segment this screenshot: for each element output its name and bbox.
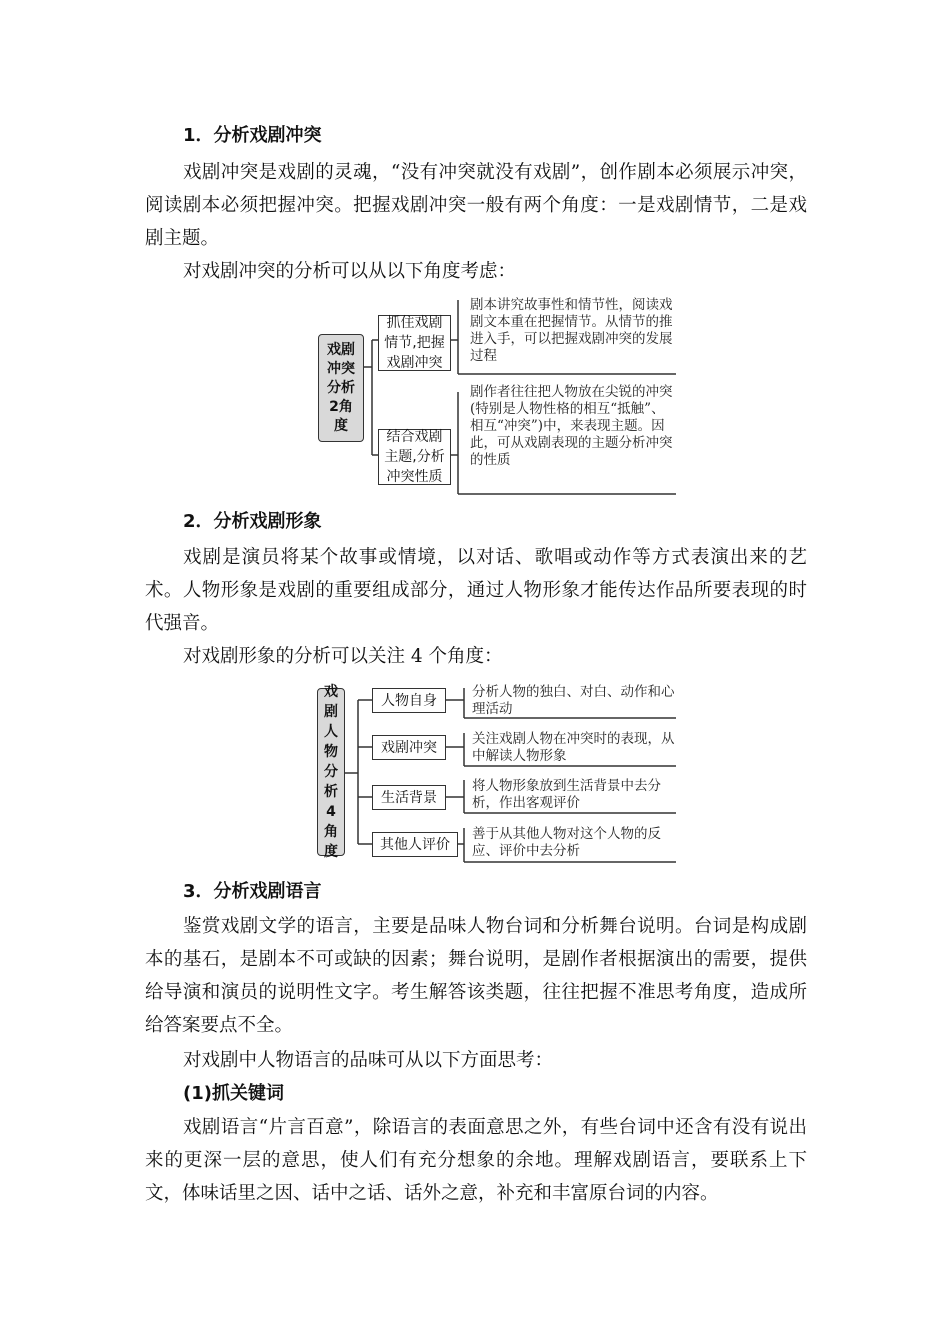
character-branch-others-text: 善于从其他人物对这个人物的反应、评价中去分析: [472, 826, 661, 859]
character-branch-conflict: 戏剧冲突: [372, 735, 446, 760]
conflict-branch-plot: 抓住戏剧情节,把握戏剧冲突: [378, 315, 451, 371]
section3-paragraph: 鉴赏戏剧文学的语言，主要是品味人物台词和分析舞台说明。台词是构成剧本的基石，是剧本不可或缺的因素；舞台说明，是剧作者根据演出的需要，提供给导演和演员的说明性文字。考生解答该类题，往往把握不准思考角度，造成所给答案要点不全。: [145, 916, 807, 1036]
character-branch-conflict-text: 关注戏剧人物在冲突时的表现，从中解读人物形象: [472, 731, 675, 764]
section1-heading: 1．分析戏剧冲突: [183, 125, 322, 146]
section3-sub1-heading: (1)抓关键词: [183, 1083, 284, 1104]
section2-intro: 对戏剧形象的分析可以关注 4 个角度：: [183, 646, 503, 667]
conflict-diagram: [300, 292, 690, 500]
character-diagram: [300, 680, 690, 866]
section3-sub1-paragraph: 戏剧语言“片言百意”，除语言的表面意思之外，有些台词中还含有没有说出来的更深一层的意思，使人们有充分想象的余地。理解戏剧语言，要联系上下文，体味话里之因、话中之话、话外之意，补充和丰富原台词的内容。: [145, 1117, 807, 1204]
character-root-box: 戏剧人物分析4角度: [317, 688, 345, 856]
character-branch-background-text: 将人物形象放到生活背景中去分析，作出客观评价: [472, 778, 661, 811]
section3-intro: 对戏剧中人物语言的品味可从以下方面思考：: [183, 1050, 554, 1071]
conflict-branch-plot-text: 剧本讲究故事性和情节性，阅读戏剧文本重在把握情节。从情节的推进入手，可以把握戏剧冲突的发展过程: [470, 297, 673, 364]
conflict-root-box: 戏剧冲突分析2角度: [318, 334, 364, 442]
section3-heading: 3．分析戏剧语言: [183, 881, 322, 902]
character-branch-background: 生活背景: [372, 785, 446, 810]
conflict-branch-theme-text: 剧作者往往把人物放在尖锐的冲突(特别是人物性格的相互“抵触”、相互“冲突”)中，来表现主题。因此，可从戏剧表现的主题分析冲突的性质: [470, 384, 673, 468]
conflict-branch-theme: 结合戏剧主题,分析冲突性质: [378, 429, 451, 485]
section2-heading: 2．分析戏剧形象: [183, 511, 322, 532]
section1-paragraph: 戏剧冲突是戏剧的灵魂，“没有冲突就没有戏剧”，创作剧本必须展示冲突，阅读剧本必须把握冲突。把握戏剧冲突一般有两个角度：一是戏剧情节，二是戏剧主题。: [145, 162, 807, 249]
section2-paragraph: 戏剧是演员将某个故事或情境，以对话、歌唱或动作等方式表演出来的艺术。人物形象是戏剧的重要组成部分，通过人物形象才能传达作品所要表现的时代强音。: [145, 547, 807, 634]
character-branch-self-text: 分析人物的独白、对白、动作和心理活动: [472, 684, 675, 717]
section1-intro: 对戏剧冲突的分析可以从以下角度考虑：: [183, 261, 517, 282]
character-branch-self: 人物自身: [372, 688, 446, 713]
character-branch-others: 其他人评价: [372, 832, 458, 857]
